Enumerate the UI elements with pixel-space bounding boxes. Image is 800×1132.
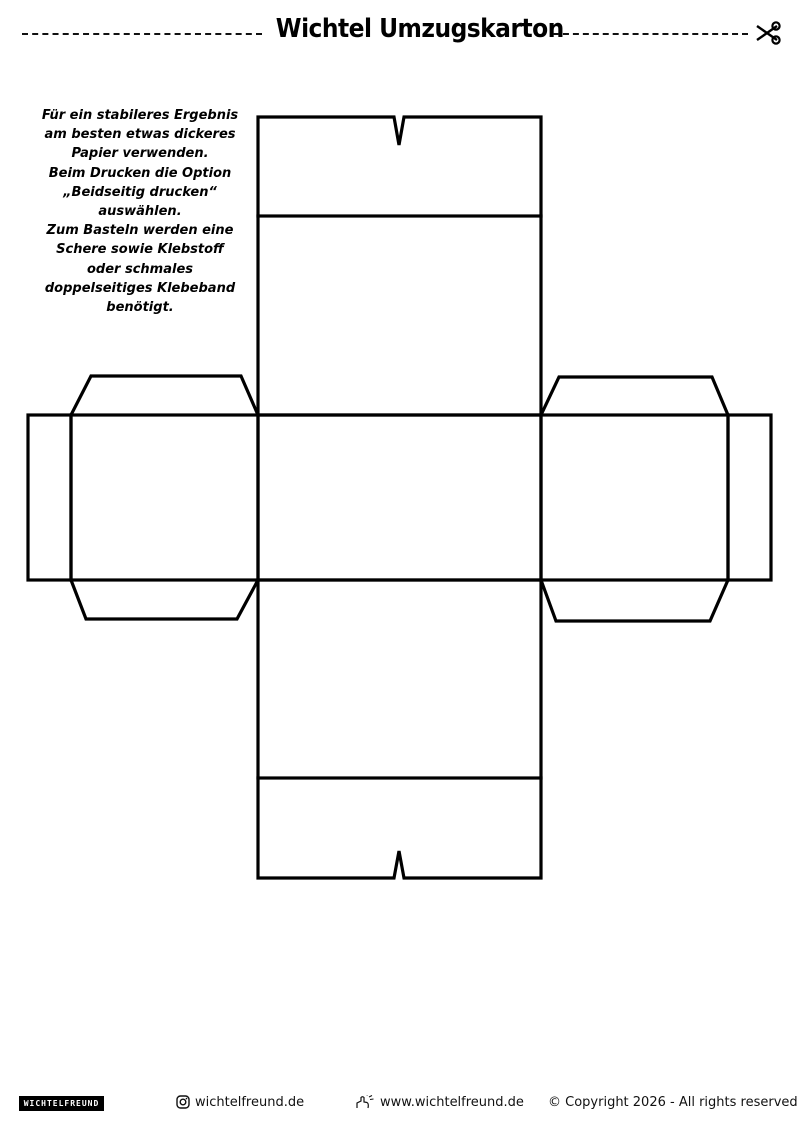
website-link[interactable] <box>355 1095 524 1111</box>
instruction-line: Beim Drucken die Option <box>48 165 232 181</box>
page-title: Wichtel Umzugskarton <box>275 14 564 44</box>
copyright-notice: © Copyright 2026 - All rights reserved <box>548 1095 798 1110</box>
left-side-panel <box>71 415 258 580</box>
instagram-label: wichtelfreund.de <box>195 1095 305 1110</box>
instruction-line: oder schmales <box>86 261 194 277</box>
instagram-icon <box>176 1095 190 1109</box>
left-glue-tab <box>28 415 71 580</box>
bottom-lid-flap <box>258 778 541 878</box>
right-bottom-flap <box>541 580 728 621</box>
left-bottom-flap <box>71 580 258 619</box>
instruction-line: Papier verwenden. <box>71 146 209 162</box>
center-panel <box>258 415 541 580</box>
instruction-line: Schere sowie Klebstoff <box>56 242 224 258</box>
instruction-line: Zum Basteln werden eine <box>46 223 234 239</box>
right-side-panel <box>541 415 728 580</box>
instruction-line: auswählen. <box>98 204 182 220</box>
brand-logo: WICHTELFREUND <box>19 1096 104 1111</box>
hand-pointer-icon <box>355 1095 375 1109</box>
instruction-line: Für ein stabileres Ergebnis <box>41 108 239 123</box>
instruction-line: benötigt. <box>106 300 174 316</box>
instruction-line: am besten etwas dickeres <box>44 127 236 143</box>
top-panel <box>258 216 541 415</box>
instruction-line: „Beidseitig drucken“ <box>63 184 217 200</box>
instruction-line: doppelseitiges Klebeband <box>44 280 236 296</box>
left-top-flap <box>71 376 258 415</box>
bottom-panel <box>258 580 541 778</box>
right-top-flap <box>541 377 728 415</box>
right-glue-tab <box>728 415 771 580</box>
top-lid-flap <box>258 117 541 216</box>
instagram-handle[interactable] <box>176 1095 304 1111</box>
website-label: www.wichtelfreund.de <box>380 1095 524 1110</box>
